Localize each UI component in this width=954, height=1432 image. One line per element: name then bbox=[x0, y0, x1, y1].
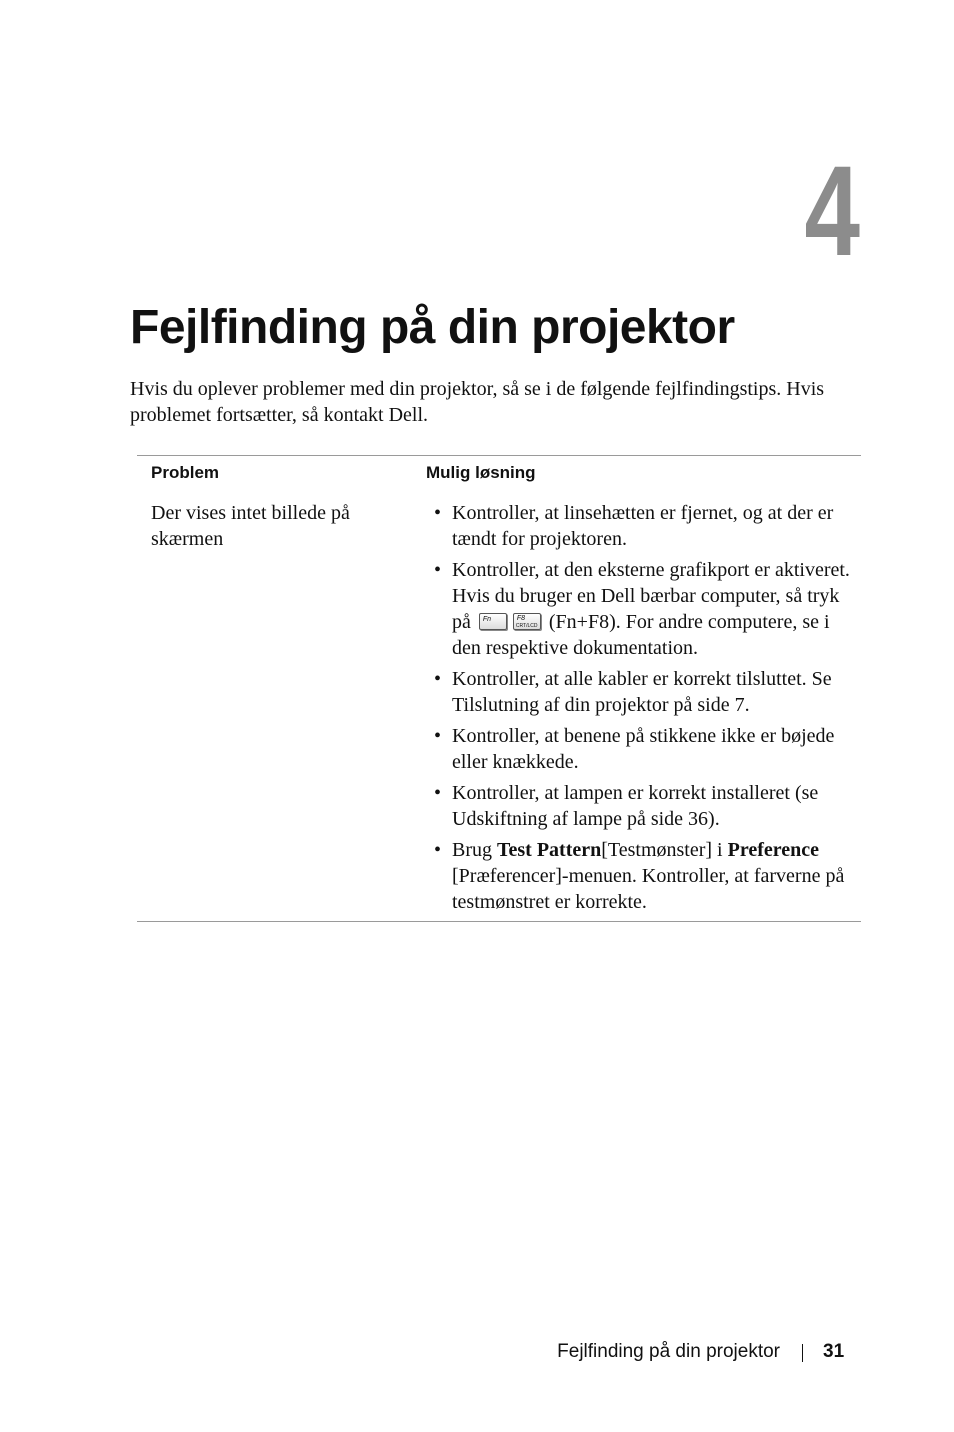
menu-name-test-pattern: Test Pattern bbox=[497, 839, 602, 861]
solution-text: Kontroller, at lampen er korrekt installeret (se Udskiftning af lampe på side 36). bbox=[452, 782, 819, 830]
table-row bbox=[137, 492, 861, 915]
bullet-icon: • bbox=[434, 725, 442, 747]
solution-cell bbox=[426, 500, 861, 915]
bullet-icon: • bbox=[434, 839, 442, 861]
fn-key-label: Fn bbox=[482, 616, 492, 623]
solution-text: Kontroller, at linsehætten er fjernet, og at der er tændt for projektoren. bbox=[452, 502, 834, 550]
solution-list bbox=[426, 500, 861, 915]
footer-divider bbox=[802, 1344, 803, 1362]
solution-text: (Fn+F8). For andre computere, se i den respektive dokumentation. bbox=[452, 611, 830, 659]
footer-chapter-title: Fejlfinding på din projektor bbox=[557, 1341, 780, 1362]
chapter-title: Fejlfinding på din projektor bbox=[130, 301, 735, 354]
solution-text: Kontroller, at alle kabler er korrekt tilsluttet. Se Tilslutning af din projektor på side 7. bbox=[452, 668, 832, 716]
solution-text: Kontroller, at benene på stikkene ikke er bøjede eller knækkede. bbox=[452, 725, 835, 773]
fn-key-icon bbox=[479, 613, 507, 630]
bullet-icon: • bbox=[434, 782, 442, 804]
table-header-row bbox=[137, 456, 861, 492]
header-solution: Mulig løsning bbox=[426, 463, 536, 482]
bullet-icon: • bbox=[434, 559, 442, 581]
bullet-icon: • bbox=[434, 668, 442, 690]
solution-item bbox=[426, 557, 861, 661]
solution-item bbox=[426, 780, 861, 832]
solution-text: Kontroller, at den eksterne grafikport er aktiveret. Hvis du bruger en Dell bærbar computer, så tryk på bbox=[452, 559, 850, 633]
menu-name-preference: Preference bbox=[727, 839, 820, 861]
troubleshooting-table bbox=[137, 455, 861, 922]
solution-item bbox=[426, 723, 861, 775]
solution-text: Brug bbox=[452, 839, 492, 861]
chapter-number: 4 bbox=[804, 140, 860, 283]
solution-item bbox=[426, 666, 861, 718]
solution-item bbox=[426, 500, 861, 552]
crt-lcd-key-label: CRT/LCD bbox=[515, 623, 538, 629]
page-number: 31 bbox=[823, 1341, 845, 1362]
header-problem: Problem bbox=[151, 463, 220, 482]
solution-text: [Testmønster] i bbox=[601, 839, 723, 861]
problem-cell: Der vises intet billede på skærmen bbox=[151, 502, 350, 550]
f8-key-label: F8 bbox=[516, 615, 526, 622]
bullet-icon: • bbox=[434, 502, 442, 524]
f8-crt-lcd-key-icon bbox=[513, 613, 541, 630]
solution-text: [Præferencer]-menuen. Kontroller, at farverne på testmønstret er korrekte. bbox=[452, 865, 845, 913]
intro-paragraph: Hvis du oplever problemer med din projektor, så se i de følgende fejlfindingstips. Hvis problemet fortsætter, så kontakt Dell. bbox=[130, 378, 825, 426]
solution-item bbox=[426, 837, 861, 915]
